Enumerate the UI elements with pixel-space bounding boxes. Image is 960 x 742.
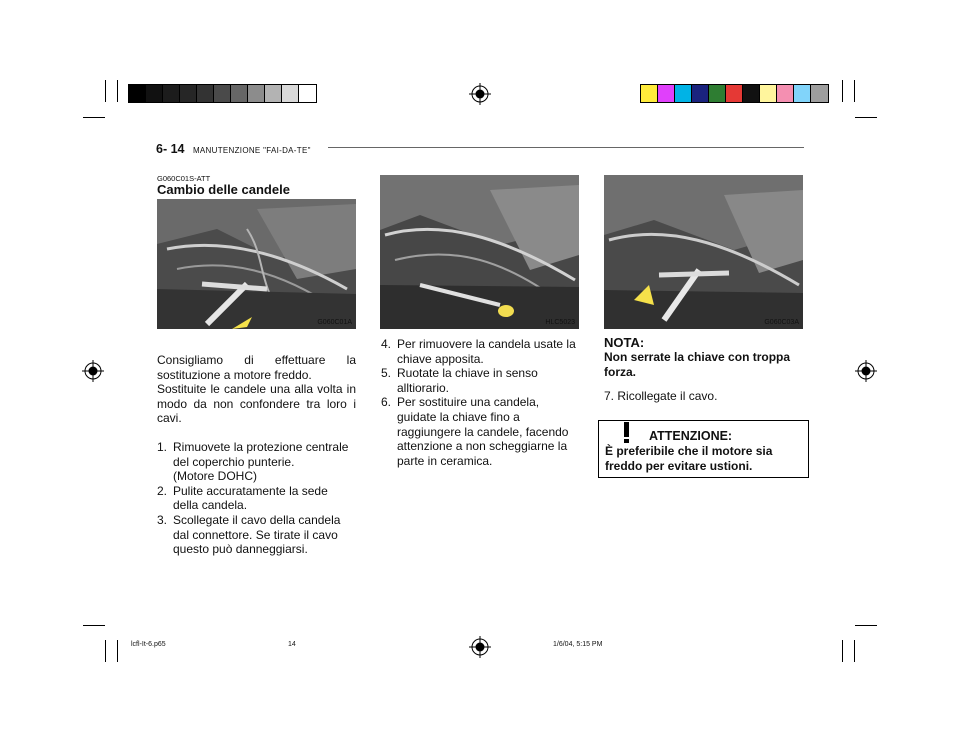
list-item: 1. Rimuovete la protezione centrale del coperchio punterie. (Motore DOHC): [157, 439, 349, 484]
color-swatch: [760, 85, 777, 102]
warning-text: È preferibile che il motore sia freddo per evitare ustioni.: [605, 444, 773, 473]
registration-mark-icon: [855, 360, 877, 382]
color-swatch: [146, 85, 163, 102]
steps-list-left: [157, 440, 356, 557]
color-swatch: [709, 85, 726, 102]
engine-photo-3: [604, 175, 803, 329]
color-swatch: [129, 85, 146, 102]
color-swatch: [299, 85, 316, 102]
step-7: 7. Ricollegate il cavo.: [604, 389, 718, 403]
list-item: 3. Scollegate il cavo della candela dal connettore. Se tirate il cavo questo può danneggiarsi.: [157, 512, 341, 557]
color-swatch: [282, 85, 299, 102]
color-swatch: [163, 85, 180, 102]
list-item: 2. Pulite accuratamente la sede della candela.: [157, 483, 328, 513]
color-swatch: [675, 85, 692, 102]
warning-box: [598, 420, 809, 478]
registration-mark-icon: [469, 83, 491, 105]
registration-mark-icon: [82, 360, 104, 382]
intro-paragraph-2: Sostituite le candele una alla volta in modo da non confondere tra loro i cavi.: [157, 382, 356, 426]
color-swatch: [794, 85, 811, 102]
color-swatch: [658, 85, 675, 102]
list-item: 6. Per sostituire una candela, guidate la chiave fino a raggiungere la candele, facendo attenzione a non scheggiarne la parte in ceramica.: [381, 395, 569, 468]
left-column-text: [157, 353, 356, 557]
footer-page: 14: [288, 641, 296, 648]
page-number: 6- 14: [156, 142, 185, 156]
color-swatch: [811, 85, 828, 102]
color-swatch: [231, 85, 248, 102]
header-rule: [328, 147, 804, 148]
warning-title: ATTENZIONE:: [649, 429, 733, 443]
color-swatch: [692, 85, 709, 102]
image-code: G060C01A: [317, 319, 352, 326]
section-header-title: MANUTENZIONE "FAI-DA-TE": [192, 146, 311, 155]
steps-list-middle: [381, 337, 579, 468]
section-code: G060C01S-ATT: [157, 174, 211, 183]
color-swatch: [248, 85, 265, 102]
engine-photo-1: [157, 199, 356, 329]
color-swatch: [726, 85, 743, 102]
intro-paragraph-1: Consigliamo di effettuare la sostituzione a motore freddo.: [157, 353, 356, 382]
image-code: HLC5023: [545, 319, 575, 326]
middle-column-text: [381, 337, 579, 468]
engine-photo-2: [380, 175, 579, 329]
note-title: NOTA:: [604, 335, 645, 350]
color-swatch: [641, 85, 658, 102]
grayscale-color-bar: [128, 84, 317, 103]
footer-file: lcfl-It-6.p65: [131, 641, 166, 648]
color-swatch: [777, 85, 794, 102]
note-text: Non serrate la chiave con troppa forza.: [604, 350, 791, 379]
page-header: [156, 140, 311, 158]
list-item: 5. Ruotate la chiave in senso alltiorario.: [381, 366, 538, 395]
color-swatch: [214, 85, 231, 102]
color-swatch: [265, 85, 282, 102]
warning-exclamation-icon: [615, 421, 639, 445]
process-color-bar: [640, 84, 829, 103]
footer-date: 1/6/04, 5:15 PM: [553, 641, 603, 648]
color-swatch: [743, 85, 760, 102]
section-title: Cambio delle candele: [157, 182, 290, 197]
image-code: G060C03A: [764, 319, 799, 326]
color-swatch: [180, 85, 197, 102]
list-item: 4. Per rimuovere la candela usate la chiave apposita.: [381, 337, 576, 366]
color-swatch: [197, 85, 214, 102]
registration-mark-icon: [469, 636, 491, 658]
